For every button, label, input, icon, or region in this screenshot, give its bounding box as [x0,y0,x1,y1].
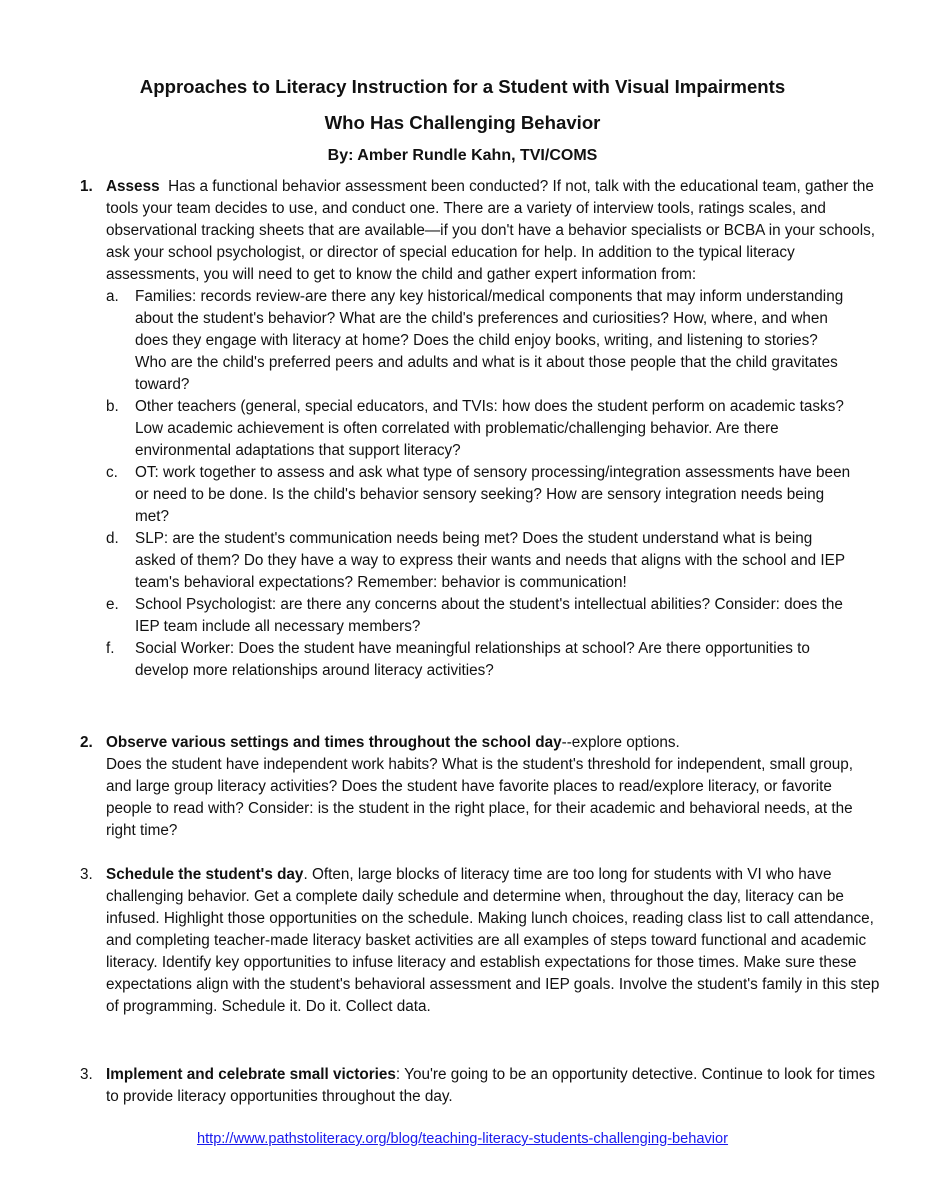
list-item-text: OT: work together to assess and ask what type of sensory processing/integration assessments have been or need to be done. Is the child's behavior sensory seeking? How are sensory integration needs being met? [135,464,851,525]
author-byline: By: Amber Rundle Kahn, TVI/COMS [327,147,598,164]
section-text: : You're going to be an opportunity detective. Continue to look for times to provide literacy opportunities throughout the day. [106,1066,876,1105]
list-item-letter: c. [106,464,118,481]
section-paragraph [106,864,880,1018]
list-item-letter: f. [106,640,115,657]
section-lead: Schedule the student's day [106,866,304,883]
section-number: 3. [80,1066,93,1083]
section-assess [80,176,880,682]
section-paragraph [106,1064,880,1108]
section-text: . Often, large blocks of literacy time are too long for students with VI who have challenging behavior. Get a complete daily schedule and determine when, throughout the day, literacy can be infused. Highlight those opportunities on the schedule. Making lunch choices, reading class list to call attendance, and completing teacher-made literacy basket activities are all examples of steps toward functional and academic literacy. Identify key opportunities to infuse literacy and establish expectations for those times. Make sure these expectations align with the student's behavioral assessment and IEP goals. Involve the student's family in this step of programming. Schedule it. Do it. Collect data. [106,866,880,1015]
list-item [80,638,852,682]
list-item [80,528,852,594]
list-item-text: School Psychologist: are there any concerns about the student's intellectual abilities? Consider: does the IEP team include all necessary members? [135,596,843,635]
list-item-letter: a. [106,288,119,305]
list-item-text: Other teachers (general, special educators, and TVIs: how does the student perform on academic tasks? Low academic achievement is often correlated with problematic/challenging behavior. Are there environmental adaptations that support literacy? [135,398,844,459]
section-paragraph-2: Does the student have independent work habits? What is the student's threshold for independent, small group, and large group literacy activities? Does the student have favorite places to read/explore literacy, or favorite people to read with? Consider: is the student in the right place, for their academic and behavioral needs, at the right time? [106,756,853,839]
section-observe [80,732,880,842]
section-lead: Implement and celebrate small victories [106,1066,396,1083]
section-number: 2. [80,734,93,751]
section-schedule [80,864,880,1018]
list-item-letter: b. [106,398,119,415]
document-title-line-2: Who Has Challenging Behavior [324,112,601,133]
section-lead: Assess [106,178,160,195]
list-item-text: Families: records review-are there any key historical/medical components that may inform understanding about the student's behavior? What are the child's preferences and curiosities? How, where, and when does they engage with literacy at home? Does the child enjoy books, writing, and listening to stories? Who are the child's preferred peers and adults and what is it about those people that the child gravitates toward? [135,288,844,393]
section-paragraph [106,732,880,754]
section-paragraph [106,176,880,286]
section-number: 3. [80,866,93,883]
section-lead: Observe various settings and times throughout the school day [106,734,562,751]
list-item [80,594,852,638]
list-item [80,286,852,396]
list-item [80,396,852,462]
section-text: --explore options. [561,734,680,751]
list-item-text: SLP: are the student's communication needs being met? Does the student understand what is being asked of them? Do they have a way to express their wants and needs that aligns with the school and IEP team's behavioral expectations? Remember: behavior is communication! [135,530,845,591]
section-implement [80,1064,880,1108]
list-item-letter: d. [106,530,119,547]
list-item-letter: e. [106,596,119,613]
list-item-text: Social Worker: Does the student have meaningful relationships at school? Are there opportunities to develop more relationships around literacy activities? [135,640,810,679]
document-title-line-1: Approaches to Literacy Instruction for a Student with Visual Impairments [139,76,786,97]
section-text: Has a functional behavior assessment been conducted? If not, talk with the educational team, gather the tools your team decides to use, and conduct one. There are a variety of interview tools, ratings scales, and observational tracking sheets that are available—if you don't have a behavior specialists or BCBA in your schools, ask your school psychologist, or director of special education for help. In addition to the typical literacy assessments, you will need to get to know the child and gather expert information from: [106,178,880,283]
assess-sub-list [80,286,880,682]
list-item [80,462,852,528]
source-link[interactable]: http://www.pathstoliteracy.org/blog/teaching-literacy-students-challenging-behavior [196,1131,729,1147]
section-number: 1. [80,178,93,195]
